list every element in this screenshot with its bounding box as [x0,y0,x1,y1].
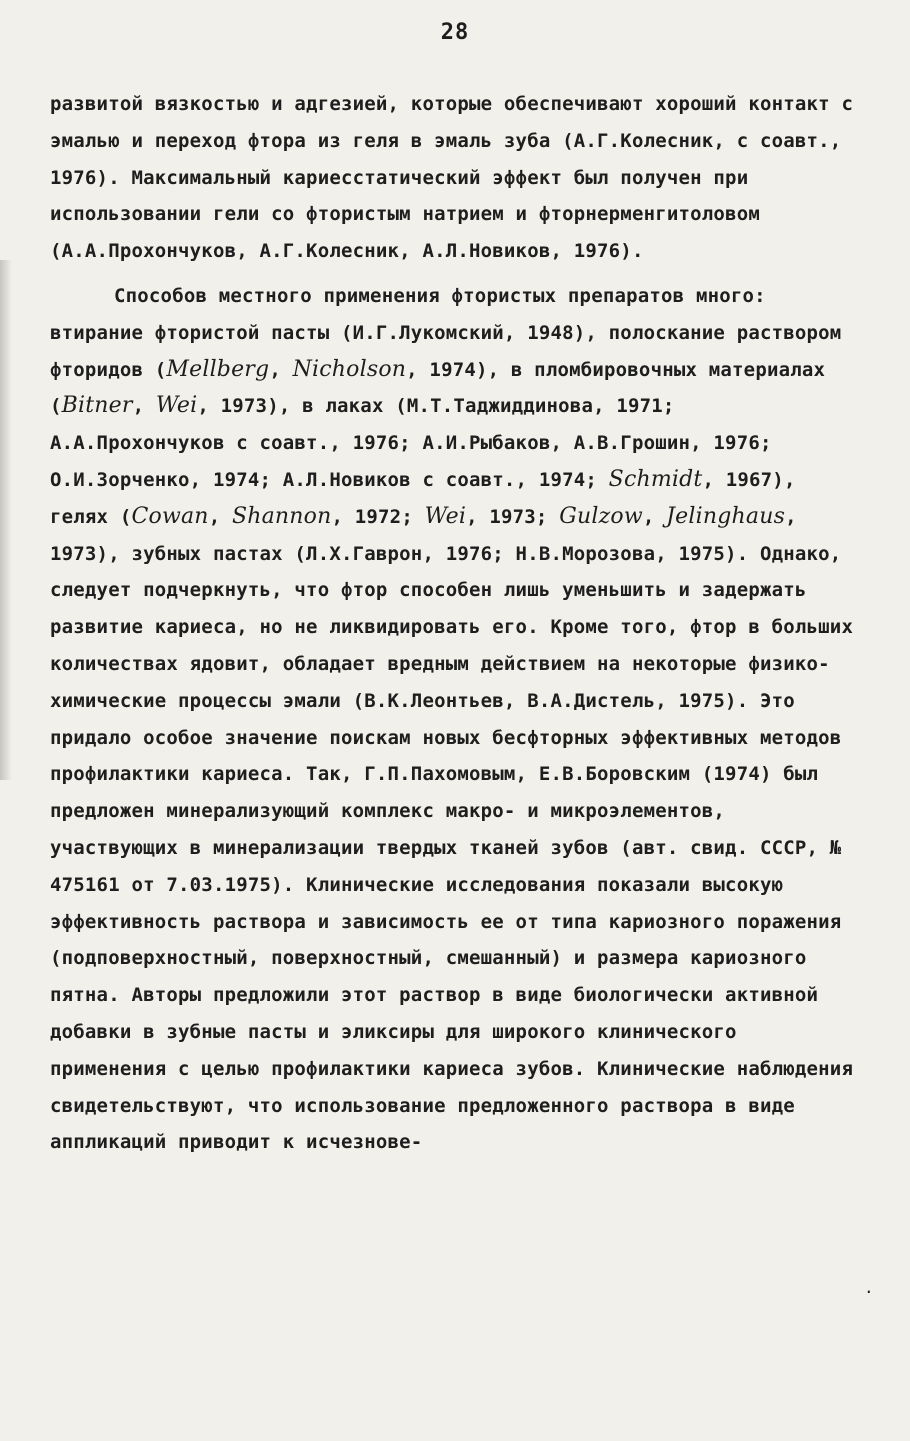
paragraph-2-text-e: , 1972; [331,505,425,528]
page-number: 28 [440,20,470,45]
paragraph-2 [50,278,865,1161]
paragraph-2-text-a: Способов местного применения фтористых препаратов много: втирание фтористой пасты (И.Г.Лукомский, 1948), полоскание раствором фторидов ( [50,284,854,381]
paragraph-2-text-g: , 1973), зубных пастах (Л.Х.Гаврон, 1976; Н.В.Морозова, 1975). Однако, следует подчеркнуть, что фтор способен лишь уменьшить и задержать развитие кариеса, но не ликвидировать его. Кроме того, фтор в больших количествах ядовит, обладает вредным действием на некоторые физико-химические процессы эмали (В.К.Леонтьев, В.А.Дистель, 1975). Это придало особое значение поискам новых бесфторных эффективных методов профилактики кариеса. Так, Г.П.Пахомовым, Е.В.Боровским (1974) был предложен минерализующий комплекс макро- и микроэлементов, участвующих в минерализации твердых тканей зубов (авт. свид. СССР, № 475161 от 7.03.1975). Клинические исследования показали высокую эффективность раствора и зависимость ее от типа кариозного поражения (подповерхностный, поверхностный, смешанный) и размера кариозного пятна. Авторы предложили этот раствор в виде биологически активной добавки в зубные пасты и эликсиры для широкого клинического применения с целью профилактики кариеса зубов. Клинические наблюдения свидетельствуют, что использование предложенного раствора в виде аппликаций приводит к исчезновe- [50,505,865,1154]
handwritten-author-wei: Wei [155,393,198,419]
paragraph-1-text: контакт с эмалью и переход фтора из геля в эмаль зуба (А.Г.Колесник, с соавт., 1976). Максимальный кариесстатический эффект был получен при использовании гели со фтористым натрием и фторнерменгитоловом (А.А.Прохончуков, А.Г.Колесник, А.Л.Новиков, 1976). [50,93,865,263]
separator: , [132,395,156,418]
handwritten-author-cowan: Cowan [131,503,209,529]
handwritten-author-mellberg: Mellberg [166,356,270,382]
paragraph-2-text-c: , 1973), в лаках (М.Т.Таджиддинова, 1971; А.А.Прохончуков с соавт., 1976; А.И.Рыбаков, А.В.Грошин, 1976; О.И.Зорченко, 1974; А.Л.Новиков с соавт., 1974; [50,395,784,491]
handwritten-author-bitner: Bitner [61,393,133,419]
separator: , [208,505,232,528]
handwritten-author-nicholson: Nicholson [292,356,407,382]
paragraph-gap [50,270,860,278]
paragraph-2-text-d: , 1967), гелях ( [50,468,808,528]
document-body [50,86,865,1161]
handwritten-author-schmidt: Schmidt [608,466,703,492]
paragraph-2-text-b: , 1974), в пломбировочных материалах ( [50,358,837,418]
handwritten-author-jelinghaus: Jelinghaus [666,503,786,529]
separator: , [642,505,667,528]
handwritten-author-wei-2: Wei [424,503,467,529]
scan-edge-shadow [0,260,12,780]
handwritten-author-gulzow: Gulzow [559,503,643,529]
paragraph-2-text-f: , 1973; [466,505,560,528]
paragraph-1-prefix: развитой вязкостью и адгезией, которые обеспечивают хороший [50,93,749,115]
handwritten-author-shannon: Shannon [231,503,332,529]
paragraph-1 [50,86,865,270]
stray-dot-mark: . [864,1278,874,1297]
separator: , [269,358,293,381]
